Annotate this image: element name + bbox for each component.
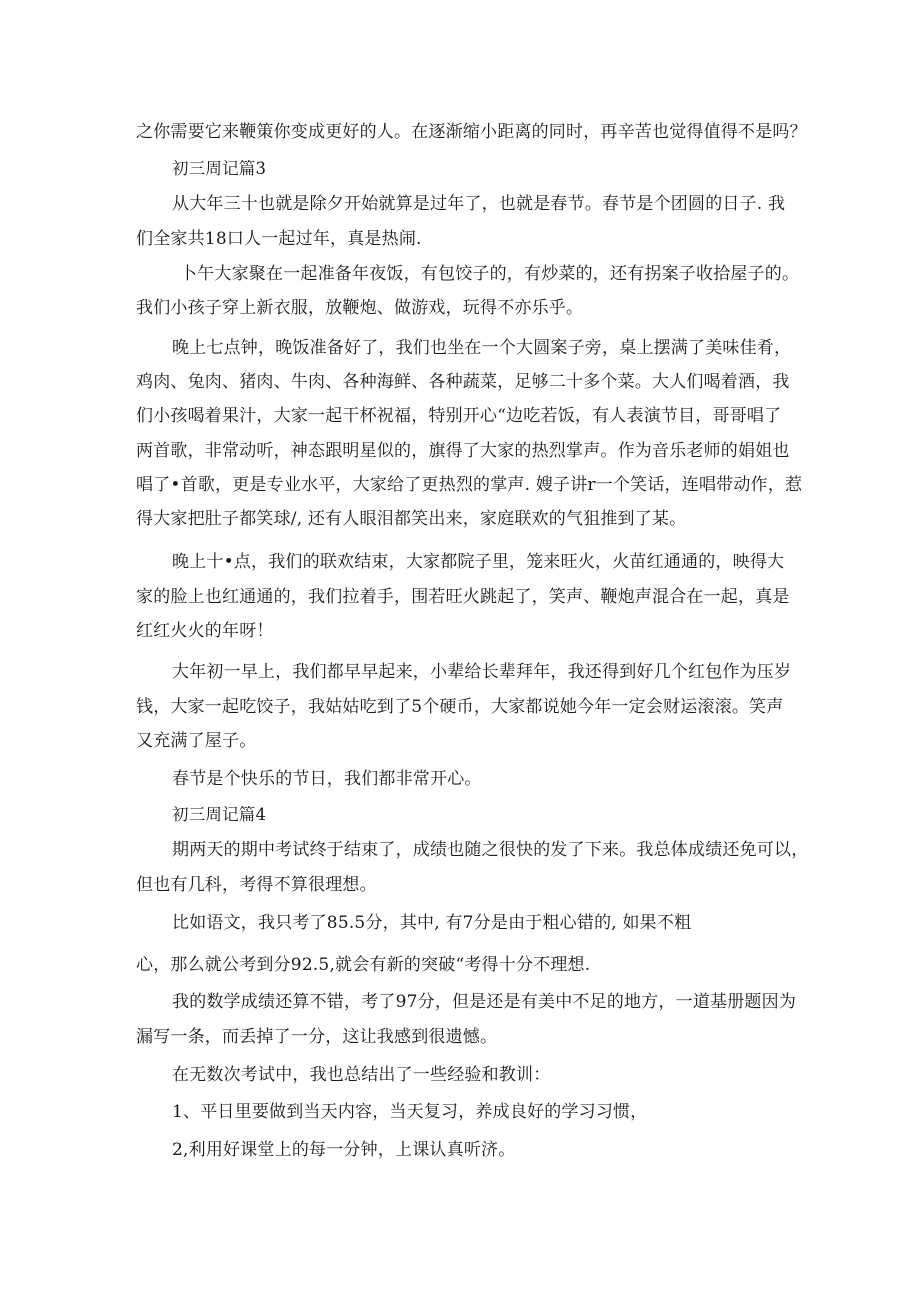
text-line: 我的数学成绩还算不错，考了97分，但是还是有美中不足的地方，一道基册题因为 (172, 992, 797, 1012)
text-line: 但也有几科，考得不算很理想。 (136, 875, 377, 895)
text-line: 晚上七点钟，晚饭准备好了，我们也坐在一个大圆案子旁，桌上摆满了美味佳肴， (172, 338, 792, 358)
text-line: 们全家共18口人一起过年，真是热闹. (136, 229, 422, 249)
text-line: 唱了•首歌，更是专业水平，大家给了更热烈的掌声. 嫂子讲r一个笑话，连唱带动作，惹 (136, 475, 803, 495)
text-line: 大年初一早上，我们都早早起来，小辈给长辈拜年，我还得到好几个红包作为压岁 (172, 662, 792, 682)
text-line: 心，那么就公考到分92.5,就会有新的突破“考得十分不理想. (136, 955, 591, 975)
list-item: 1、平日里要做到当天内容，当天复习，养成良好的学习习惯， (172, 1102, 648, 1122)
text-line: 期两天的期中考试终于结束了，成绩也随之很快的发了下来。我总体成绩还免可以， (172, 840, 809, 860)
section-heading: 初三周记篇4 (172, 805, 267, 824)
text-line: 我们小孩子穿上新衣服，放鞭炮、做游戏，玩得不亦乐乎。 (136, 298, 584, 318)
list-item: 2,利用好课堂上的每一分钟，上课认真听济。 (172, 1140, 516, 1160)
text-line: 在无数次考试中，我也总结出了一些经验和教训： (172, 1065, 551, 1085)
text-line: 鸡肉、兔肉、猪肉、牛肉、各种海鲜、各种蔬菜，足够二十多个菜。大人们喝着酒，我 (136, 372, 790, 392)
text-line: 两首歌，非常动听，神态跟明星似的，旗得了大家的热烈掌声。作为音乐老师的娟姐也 (136, 441, 790, 461)
text-line: 从大年三十也就是除夕开始就算是过年了，也就是春节。春节是个团圆的日子. 我 (172, 194, 786, 214)
text-line: 钱，大家一起吃饺子，我姑姑吃到了5个硬币，大家都说她今年一定会财运滚滚。笑声 (136, 697, 784, 717)
text-line: 又充满了屋子。 (136, 731, 257, 751)
text-line: 漏写一条，而丢掉了一分，这让我感到很遗憾。 (136, 1027, 498, 1047)
text-line: 比如语文，我只考了85.5分，其中, 有7分是由于粗心错的, 如果不粗 (172, 913, 692, 933)
text-line: 春节是个快乐的节日，我们都非常开心。 (172, 769, 482, 789)
text-line: 晚上十•点，我们的联欢结束，大家都院子里，笼来旺火，火苗红通通的，映得大 (172, 552, 785, 572)
text-line: 卜午大家聚在一起准备年夜饭，有包饺子的，有炒菜的，还有拐案子收拾屋子的。 (180, 264, 800, 284)
text-line: 红红火火的年呀！ (136, 621, 274, 641)
text-line: 得大家把肚子都笑球/, 还有人眼泪都笑出来，家庭联欢的气狙推到了某。 (136, 509, 687, 529)
text-line: 之你需要它来鞭策你变成更好的人。在逐渐缩小距离的同时，再辛苦也觉得值得不是吗？ (136, 122, 807, 142)
section-heading: 初三周记篇3 (172, 159, 267, 178)
text-line: 们小孩喝着果汁，大家一起干杯祝福，特别开心“边吃若饭，有人表演节目，哥哥唱了 (136, 406, 782, 426)
text-line: 家的脸上也红通通的，我们拉着手，围若旺火跳起了，笑声、鞭炮声混合在一起，真是 (136, 587, 790, 607)
